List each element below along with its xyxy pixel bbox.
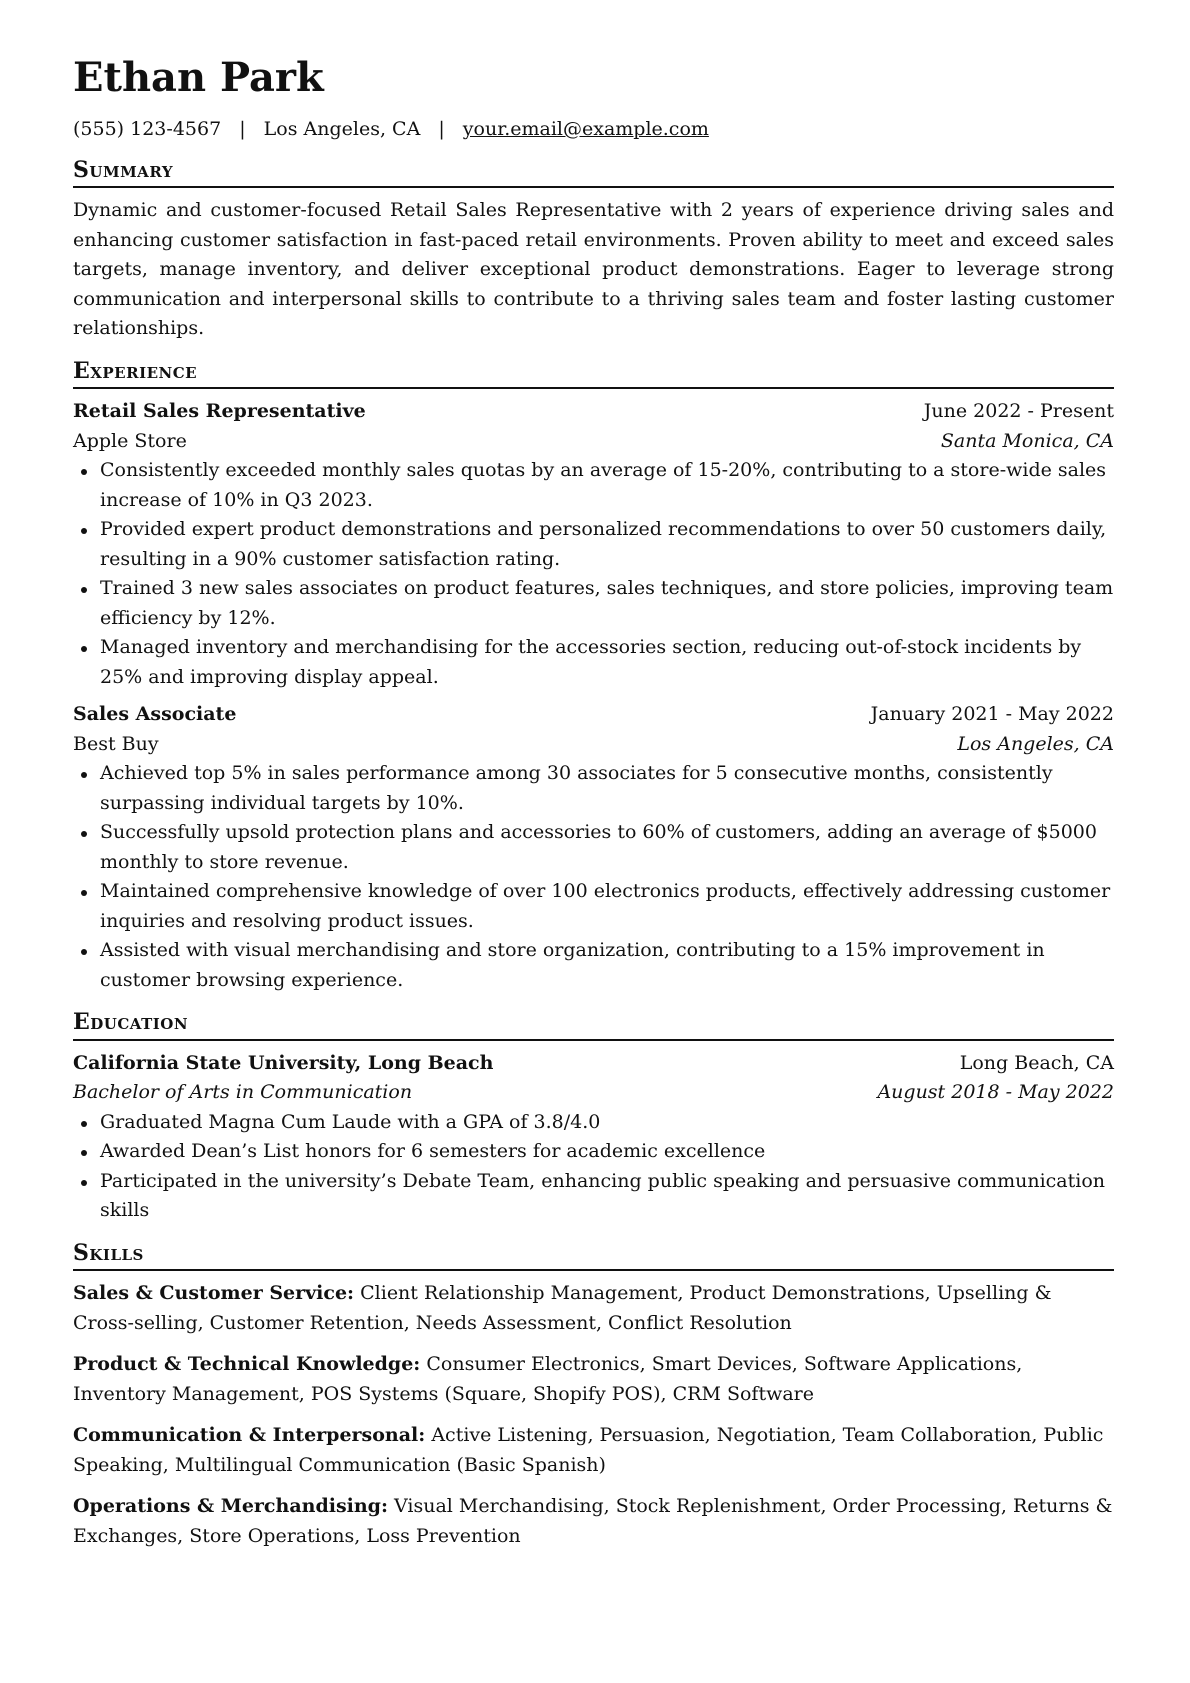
skill-group [73,1350,1114,1409]
job-dates: January 2021 - May 2022 [870,703,1114,726]
bullet-dot-icon [81,587,87,593]
job-dates: June 2022 - Present [923,400,1114,423]
degree: Bachelor of Arts in Communication [73,1081,413,1104]
list-item: Consistently exceeded monthly sales quotas by an average of 15-20%, contributing to a store-wide sales increase of 10% in Q3 2023. [73,456,1114,515]
contact-separator: | [438,118,445,140]
list-item: Provided expert product demonstrations and personalized recommendations to over 50 customers daily, resulting in a 90% customer satisfaction rating. [73,515,1114,574]
experience-heading: Experience [73,358,1114,390]
contact-separator: | [239,118,246,140]
job-company: Best Buy [73,732,159,755]
bullet-dot-icon [81,772,87,778]
skill-items: Visual Merchandising, Stock Replenishment, Order Processing, Returns & Exchanges, Store Operations, Loss Prevention [73,1495,1113,1547]
experience-section [73,358,1114,996]
phone-number: (555) 123-4567 [73,118,222,140]
list-item: Maintained comprehensive knowledge of over 100 electronics products, effectively addressing customer inquiries and resolving product issues. [73,877,1114,936]
job-bullets [73,759,1114,995]
education-section [73,1009,1114,1226]
skill-items: Client Relationship Management, Product Demonstrations, Upselling & Cross-selling, Customer Retention, Needs Assessment, Conflict Resolution [73,1282,1052,1334]
list-item: Managed inventory and merchandising for the accessories section, reducing out-of-stock incidents by 25% and improving display appeal. [73,633,1114,692]
skills-section [73,1240,1114,1552]
bullet-dot-icon [81,1150,87,1156]
skill-group [73,1421,1114,1480]
list-item: Graduated Magna Cum Laude with a GPA of 3.8/4.0 [73,1108,1114,1138]
list-item: Trained 3 new sales associates on product features, sales techniques, and store policies, improving team efficiency by 12%. [73,574,1114,633]
contact-line [73,118,1114,141]
list-item: Achieved top 5% in sales performance among 30 associates for 5 consecutive months, consistently surpassing individual targets by 10%. [73,759,1114,818]
list-item: Assisted with visual merchandising and store organization, contributing to a 15% improvement in customer browsing experience. [73,936,1114,995]
summary-heading: Summary [73,157,1114,189]
skill-group [73,1492,1114,1551]
bullet-dot-icon [81,949,87,955]
list-item: Awarded Dean’s List honors for 6 semesters for academic excellence [73,1137,1114,1167]
location: Los Angeles, CA [263,118,421,140]
education-bullets [73,1108,1114,1226]
job-entry [73,700,1114,995]
job-location: Santa Monica, CA [940,429,1114,452]
bullet-dot-icon [81,646,87,652]
bullet-dot-icon [81,469,87,475]
bullet-dot-icon [81,890,87,896]
summary-section [73,157,1114,344]
summary-text: Dynamic and customer-focused Retail Sales Representative with 2 years of experience driving sales and enhancing customer satisfaction in fast-paced retail environments. Proven ability to meet and exceed sales targets, manage inventory, and deliver exceptional product demonstrations. Eager to leverage strong communication and interpersonal skills to contribute to a thriving sales team and foster lasting customer relationships. [73,199,1114,340]
bullet-dot-icon [81,831,87,837]
bullet-dot-icon [81,1121,87,1127]
school-name: California State University, Long Beach [73,1051,494,1074]
email-link[interactable]: your.email@example.com [462,118,709,140]
education-entry [73,1049,1114,1226]
education-dates: August 2018 - May 2022 [877,1081,1114,1104]
skill-group [73,1279,1114,1338]
skill-items: Consumer Electronics, Smart Devices, Software Applications, Inventory Management, POS Systems (Square, Shopify POS), CRM Software [73,1353,1023,1405]
job-role: Retail Sales Representative [73,400,366,423]
skill-category: Product & Technical Knowledge: [73,1353,421,1376]
bullet-dot-icon [81,528,87,534]
candidate-name: Ethan Park [73,54,324,101]
education-heading: Education [73,1009,1114,1041]
school-location: Long Beach, CA [959,1051,1114,1074]
job-role: Sales Associate [73,703,237,726]
skills-heading: Skills [73,1240,1114,1272]
list-item: Participated in the university’s Debate Team, enhancing public speaking and persuasive communication skills [73,1167,1114,1226]
skill-category: Operations & Merchandising: [73,1495,388,1518]
skill-category: Sales & Customer Service: [73,1282,355,1305]
skill-category: Communication & Interpersonal: [73,1424,426,1447]
bullet-dot-icon [81,1180,87,1186]
job-location: Los Angeles, CA [957,732,1114,755]
job-bullets [73,456,1114,692]
list-item: Successfully upsold protection plans and accessories to 60% of customers, adding an average of $5000 monthly to store revenue. [73,818,1114,877]
job-entry [73,397,1114,692]
skill-items: Active Listening, Persuasion, Negotiation, Team Collaboration, Public Speaking, Multilingual Communication (Basic Spanish) [73,1424,1104,1476]
job-company: Apple Store [73,429,187,452]
